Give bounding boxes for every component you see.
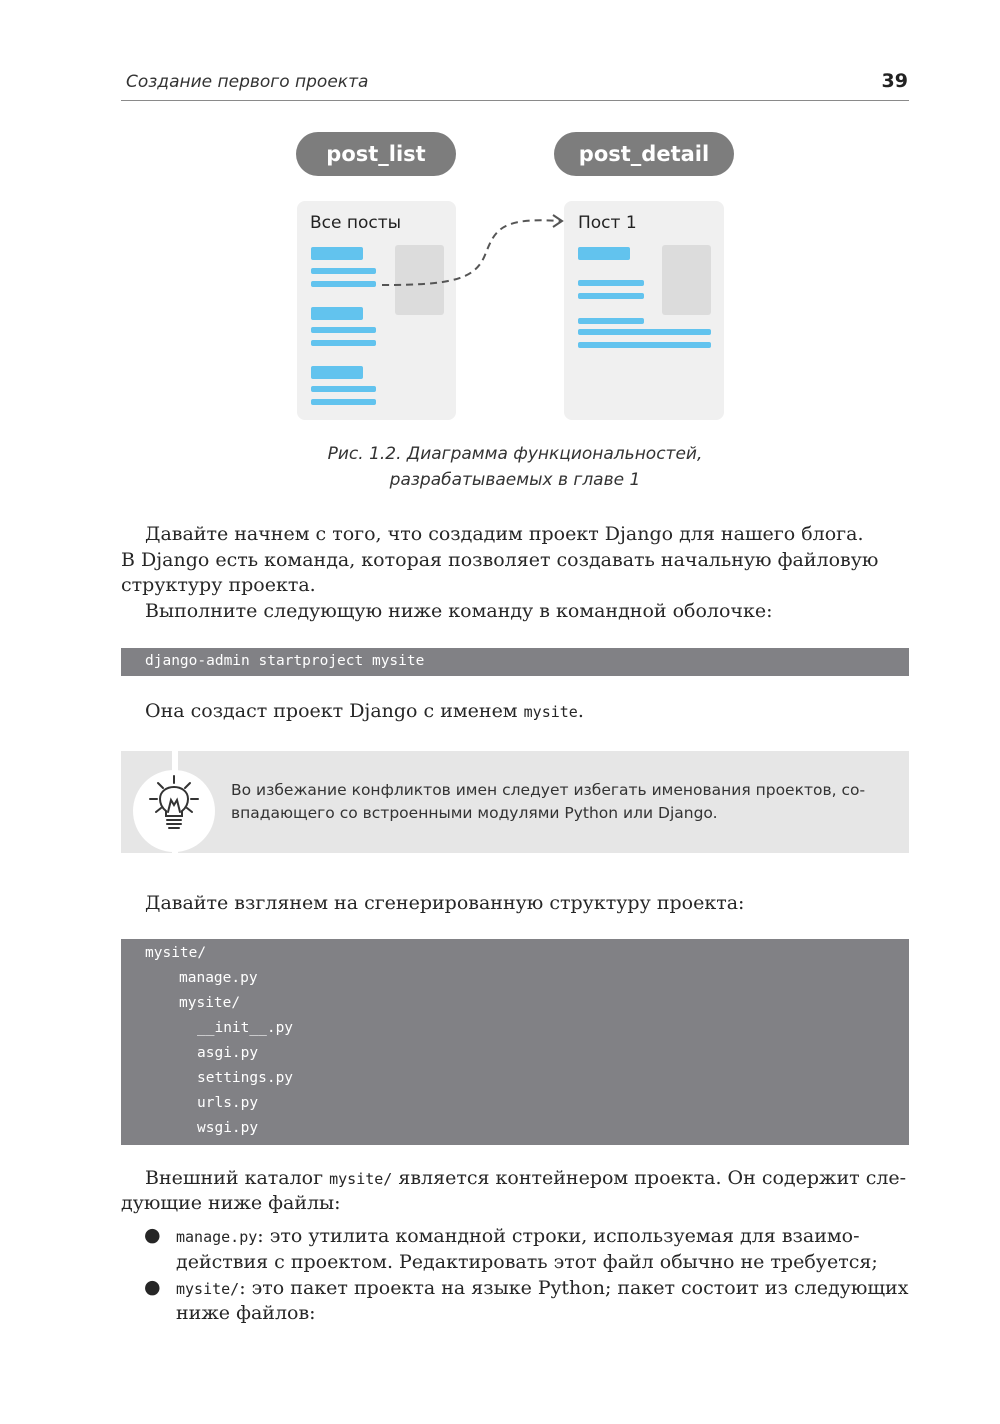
link-arrow (370, 205, 575, 295)
post-text-bar (311, 386, 376, 392)
bullet-1-text: : это утилита командной строки, используемая для взаимо- (257, 1225, 860, 1247)
tree-line: urls.py (197, 1095, 259, 1111)
post-detail-text-bar (578, 293, 644, 299)
outer-dir-line-2: дующие ниже файлы: (121, 1192, 341, 1214)
bullet-1-line-1 (176, 1224, 909, 1251)
post-detail-text-bar (578, 318, 644, 324)
structure-intro: Давайте взглянем на сгенерированную структуру проекта: (145, 892, 745, 914)
post-detail-panel-title: Пост 1 (578, 213, 637, 233)
bullet-2-code: mysite/ (176, 1280, 240, 1298)
tree-line: manage.py (179, 970, 258, 986)
intro-line-3: структуру проекта. (121, 574, 316, 596)
post-detail-text-bar (578, 342, 711, 348)
post-list-panel-title: Все посты (310, 213, 402, 233)
tip-line-1: Во избежание конфликтов имен следует избегать именования проектов, со- (231, 781, 866, 799)
post-text-bar (311, 327, 376, 333)
post-title-bar (311, 307, 363, 320)
tree-line: mysite/ (179, 995, 241, 1011)
bullet-2-line-2: ниже файлов: (176, 1302, 316, 1324)
post-detail-title-bar (578, 247, 630, 260)
result-text-after: . (577, 700, 584, 722)
bullet-2-text: : это пакет проекта на языке Python; пакет состоит из следующих (239, 1277, 909, 1299)
tree-line: mysite/ (145, 945, 207, 961)
figure-caption-line-1: Рис. 1.2. Диаграмма функциональностей, (327, 444, 703, 464)
tree-line: asgi.py (197, 1045, 259, 1061)
outer-dir-line-1 (121, 1166, 909, 1193)
post-text-bar (311, 268, 376, 274)
bullet-dot: ● (144, 1224, 161, 1246)
result-text-before: Она создаст проект Django с именем (145, 700, 524, 722)
command-text: django-admin startproject mysite (145, 653, 425, 669)
bullet-2-line-1 (176, 1276, 909, 1303)
intro-line-2: В Django есть команда, которая позволяет создавать начальную файловую (121, 549, 879, 571)
result-code: mysite (523, 703, 578, 721)
tip-text (231, 779, 886, 825)
tree-line: settings.py (197, 1070, 294, 1086)
post-detail-label: post_detail (554, 132, 734, 176)
page-number: 39 (881, 70, 908, 92)
post-title-bar (311, 247, 363, 260)
post-detail-thumbnail (662, 245, 711, 315)
bullet-1-line-2: действия с проектом. Редактировать этот файл обычно не требуется; (176, 1251, 878, 1273)
tip-line-2: впадающего со встроенными модулями Python или Django. (231, 804, 718, 822)
bullet-dot: ● (144, 1276, 161, 1298)
post-text-bar (311, 281, 376, 287)
figure-caption-line-2: разрабатываемых в главе 1 (389, 470, 641, 490)
running-head: Создание первого проекта (126, 72, 369, 92)
tree-line: __init__.py (197, 1020, 294, 1036)
instruction-text: Выполните следующую ниже команду в командной оболочке: (145, 600, 773, 622)
result-text (121, 699, 909, 726)
post-list-label: post_list (296, 132, 456, 176)
lightbulb-icon (146, 772, 202, 836)
tree-line: wsgi.py (197, 1120, 259, 1136)
post-detail-text-bar (578, 329, 711, 335)
outer-text-after: является контейнером проекта. Он содержит сле- (392, 1167, 907, 1189)
post-text-bar (311, 340, 376, 346)
project-tree-block (121, 939, 909, 1145)
command-block (121, 648, 909, 676)
outer-text-before: Внешний каталог (145, 1167, 330, 1189)
post-title-bar (311, 366, 363, 379)
post-text-bar (311, 399, 376, 405)
header-rule (121, 100, 909, 101)
post-detail-text-bar (578, 280, 644, 286)
bullet-1-code: manage.py (176, 1228, 258, 1246)
intro-line-1: Давайте начнем с того, что создадим проект Django для нашего блога. (145, 523, 864, 545)
outer-code: mysite/ (329, 1170, 393, 1188)
